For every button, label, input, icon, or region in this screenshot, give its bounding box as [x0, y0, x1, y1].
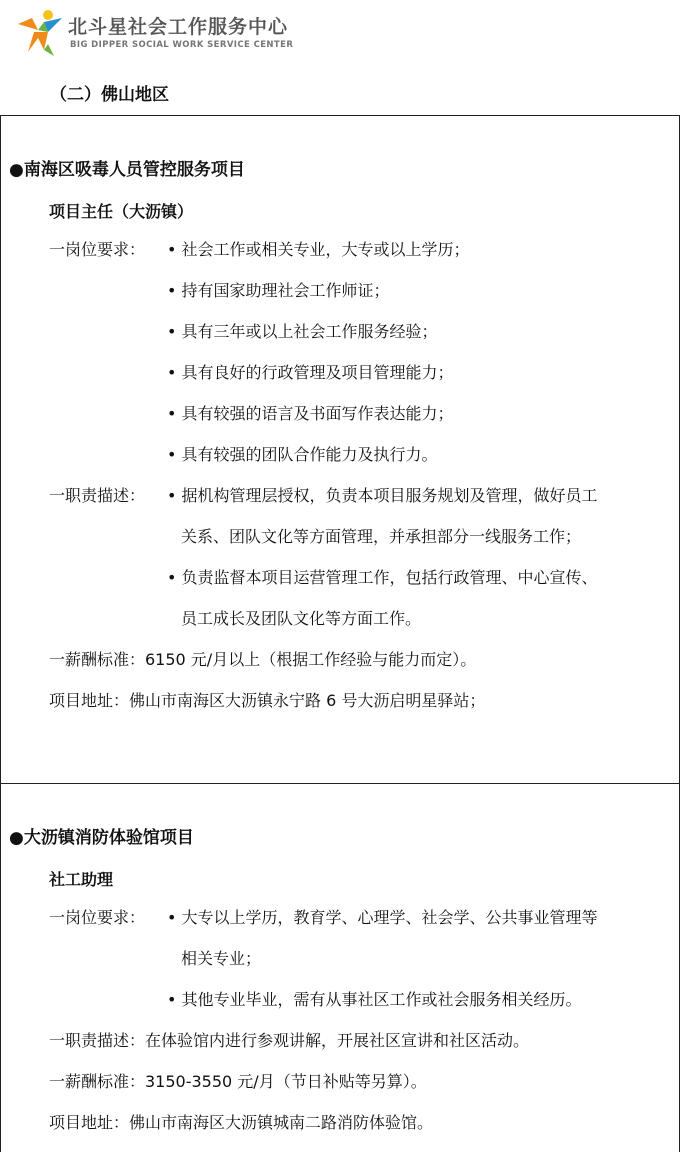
salary-line: 一薪酬标准：6150 元/月以上（根据工作经验与能力而定）。: [49, 650, 477, 669]
duty-item: • 负责监督本项目运营管理工作，包括行政管理、中心宣传、: [167, 568, 598, 587]
org-name-en: BIG DIPPER SOCIAL WORK SERVICE CENTER: [70, 40, 294, 50]
duty-item-cont: 员工成长及团队文化等方面工作。: [181, 609, 422, 628]
org-logo: [14, 6, 314, 58]
job-table: [0, 115, 680, 1152]
requirement-item: • 具有较强的语言及书面写作表达能力；: [167, 404, 454, 423]
requirements-label: 一岗位要求：: [49, 240, 146, 259]
requirement-item: • 持有国家助理社会工作师证；: [167, 281, 390, 300]
project-title: ●南海区吸毒人员管控服务项目: [9, 160, 245, 180]
position-title: 社工助理: [49, 870, 114, 889]
duty-item: • 据机构管理层授权，负责本项目服务规划及管理，做好员工: [167, 486, 598, 505]
star-person-logo-icon: [14, 6, 66, 58]
address-line: 项目地址：佛山市南海区大沥镇城南二路消防体验馆。: [49, 1113, 434, 1132]
table-divider: [1, 783, 679, 784]
project-title: ●大沥镇消防体验馆项目: [9, 828, 194, 848]
requirement-item: • 大专以上学历，教育学、心理学、社会学、公共事业管理等: [167, 908, 598, 927]
requirement-item: • 社会工作或相关专业，大专或以上学历；: [167, 240, 470, 259]
position-title: 项目主任（大沥镇）: [49, 202, 194, 221]
requirement-item: • 具有良好的行政管理及项目管理能力；: [167, 363, 454, 382]
duty-item-cont: 关系、团队文化等方面管理，并承担部分一线服务工作；: [181, 527, 582, 546]
requirement-item: • 具有三年或以上社会工作服务经验；: [167, 322, 438, 341]
duty-line: 一职责描述：在体验馆内进行参观讲解，开展社区宣讲和社区活动。: [49, 1031, 530, 1050]
org-name-cn: 北斗星社会工作服务中心: [68, 16, 289, 38]
address-line: 项目地址：佛山市南海区大沥镇永宁路 6 号大沥启明星驿站；: [49, 691, 486, 710]
requirement-item-cont: 相关专业；: [181, 949, 262, 968]
region-heading: （二）佛山地区: [50, 85, 169, 105]
salary-line: 一薪酬标准：3150-3550 元/月（节日补贴等另算）。: [49, 1072, 427, 1091]
requirements-label: 一岗位要求：: [49, 908, 146, 927]
requirement-item: • 其他专业毕业，需有从事社区工作或社会服务相关经历。: [167, 990, 582, 1009]
requirement-item: • 具有较强的团队合作能力及执行力。: [167, 445, 438, 464]
duties-label: 一职责描述：: [49, 486, 146, 505]
